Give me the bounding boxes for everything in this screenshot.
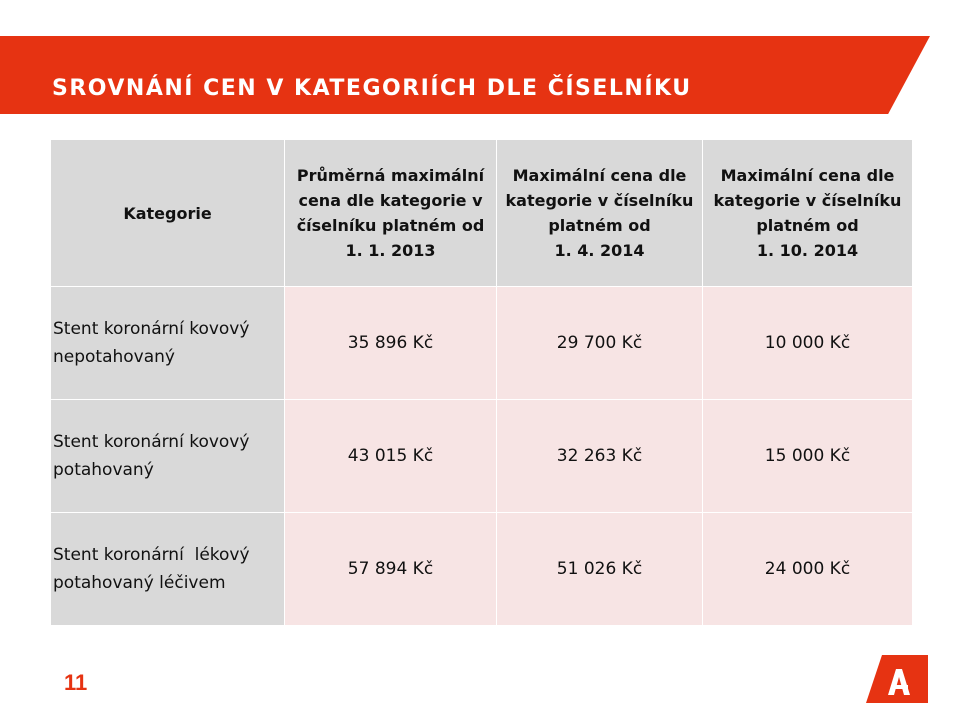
header-line: kategorie v číselníku: [505, 191, 694, 210]
title-banner: [0, 36, 930, 114]
category-line: Stent koronární kovový: [53, 319, 250, 339]
price-cell: 24 000 Kč: [703, 513, 913, 626]
header-line: 1. 4. 2014: [554, 241, 645, 260]
price-cell: 43 015 Kč: [285, 400, 497, 513]
table-header-row: [51, 140, 913, 287]
price-comparison-table: [50, 139, 913, 626]
table-row: [51, 513, 913, 626]
price-cell: 10 000 Kč: [703, 287, 913, 400]
category-cell: [51, 400, 285, 513]
page-number: 11: [64, 670, 88, 695]
price-cell: 32 263 Kč: [497, 400, 703, 513]
header-line: Průměrná maximální: [296, 166, 485, 185]
table-row: [51, 287, 913, 400]
category-line: Stent koronární kovový: [53, 432, 250, 452]
category-cell: [51, 513, 285, 626]
header-line: číselníku platném od: [296, 216, 485, 235]
company-logo-icon: [866, 655, 928, 703]
header-line: Maximální cena dle: [512, 166, 687, 185]
header-line: Maximální cena dle: [720, 166, 895, 185]
header-line: 1. 1. 2013: [345, 241, 436, 260]
price-cell: 35 896 Kč: [285, 287, 497, 400]
header-line: 1. 10. 2014: [756, 241, 859, 260]
price-cell: 57 894 Kč: [285, 513, 497, 626]
header-price-oct-2014: [703, 140, 913, 287]
price-cell: 51 026 Kč: [497, 513, 703, 626]
header-price-apr-2014: [497, 140, 703, 287]
category-line: nepotahovaný: [53, 347, 175, 367]
category-cell: [51, 287, 285, 400]
header-line: Kategorie: [123, 203, 212, 223]
header-line: cena dle kategorie v: [298, 191, 483, 210]
header-line: kategorie v číselníku: [713, 191, 902, 210]
header-line: platném od: [756, 216, 859, 235]
category-line: potahovaný: [53, 460, 154, 480]
header-line: platném od: [548, 216, 651, 235]
table-row: [51, 400, 913, 513]
slide-title: SROVNÁNÍ CEN V KATEGORIÍCH DLE ČÍSELNÍKU: [52, 76, 692, 101]
header-kategorie: [51, 140, 285, 287]
category-line: Stent koronární lékový: [53, 545, 250, 565]
category-line: potahovaný léčivem: [53, 573, 226, 593]
price-cell: 29 700 Kč: [497, 287, 703, 400]
header-price-2013: [285, 140, 497, 287]
price-cell: 15 000 Kč: [703, 400, 913, 513]
